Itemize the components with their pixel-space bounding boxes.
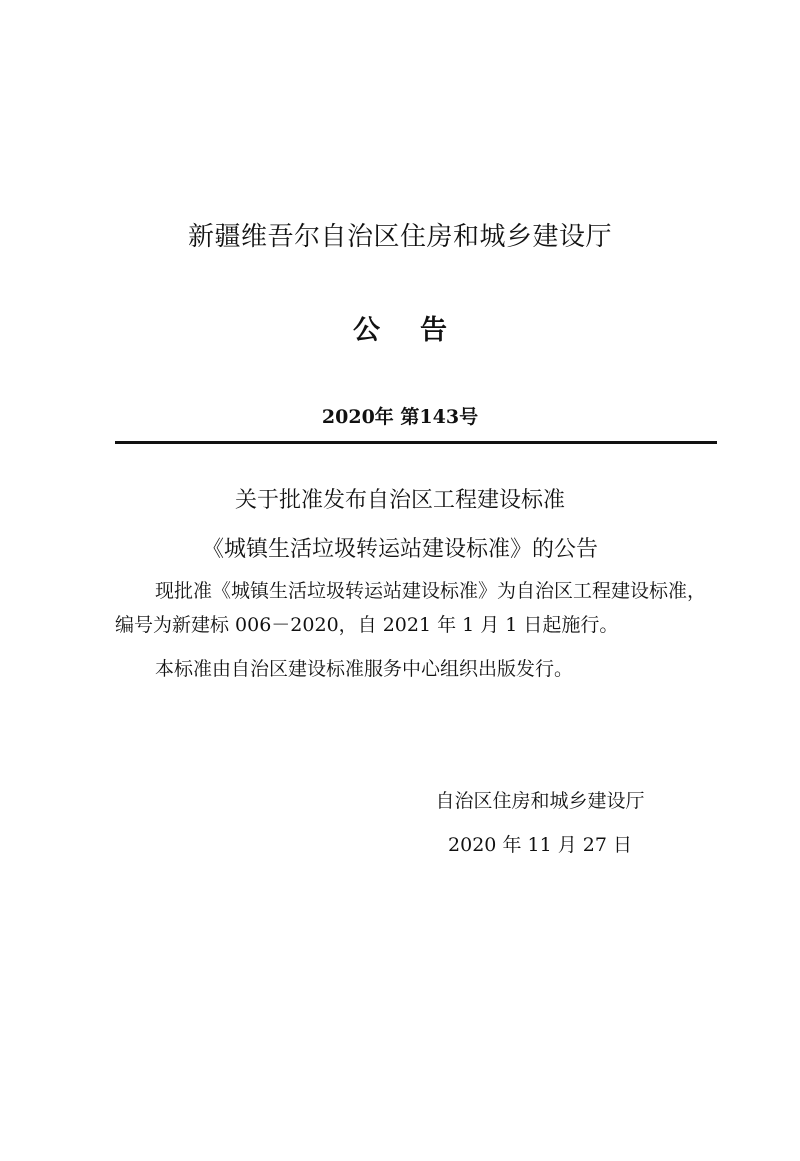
signature-department: 自治区住房和城乡建设厅 [435, 790, 645, 812]
document-number: 2020年 第143号 [321, 406, 479, 428]
notice-title-line-1: 关于批准发布自治区工程建设标准 [234, 488, 565, 513]
issuer-heading: 新疆维吾尔自治区住房和城乡建设厅 [187, 222, 612, 252]
document-type-heading: 公告 [353, 315, 487, 346]
notice-title-line-2: 《城镇生活垃圾转运站建设标准》的公告 [201, 537, 598, 562]
notice-paragraph-1: 现批准《城镇生活垃圾转运站建设标准》为自治区工程建设标准，编号为新建标 006－2020，自 2021 年 1 月 1 日起施行。 [115, 580, 707, 636]
notice-paragraph-2: 本标准由自治区建设标准服务中心组织出版发行。 [155, 658, 574, 680]
signature-date: 2020 年 11 月 27 日 [448, 834, 632, 856]
header-divider [115, 441, 717, 444]
